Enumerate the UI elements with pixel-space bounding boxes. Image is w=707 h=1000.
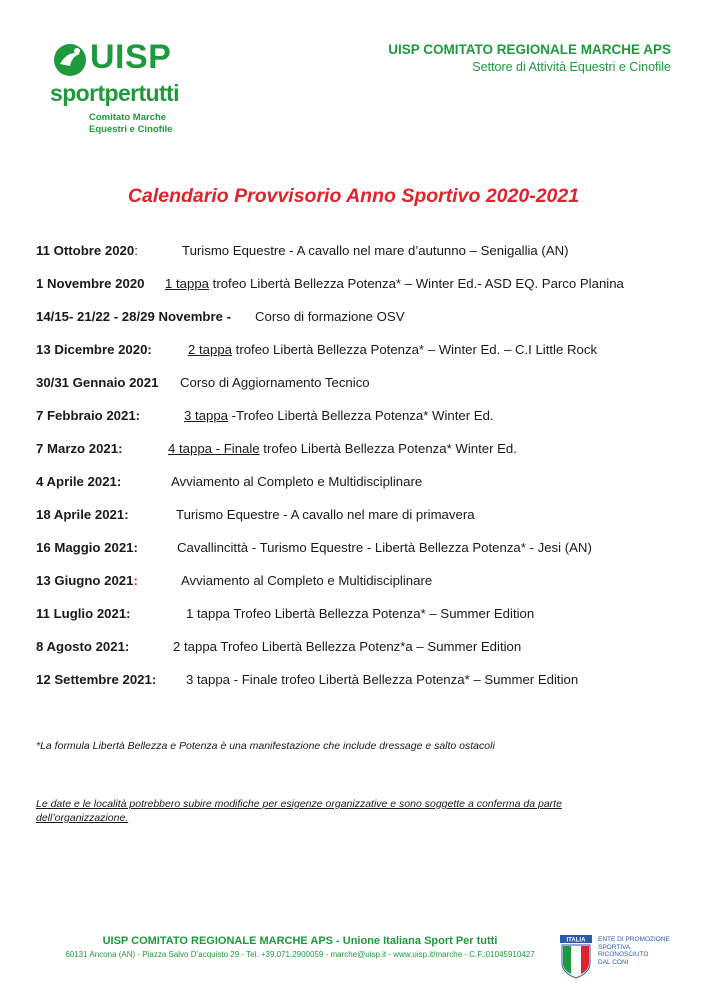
event-date: 1 Novembre 2020 — [36, 276, 145, 291]
event-row — [36, 540, 686, 573]
logo-brand: UISP — [90, 38, 172, 76]
event-row — [36, 408, 686, 441]
event-date: 16 Maggio 2021: — [36, 540, 138, 555]
event-date: 4 Aprile 2021: — [36, 474, 122, 489]
logo-subtitle-1: Comitato Marche — [89, 112, 167, 123]
organization-sector: Settore di Attività Equestri e Cinofile — [472, 60, 671, 74]
event-date: 7 Febbraio 2021: — [36, 408, 141, 423]
coni-caption — [598, 936, 670, 966]
coni-caption-line: ENTE DI PROMOZIONE — [598, 936, 670, 943]
event-row — [36, 276, 686, 309]
runner-icon — [50, 42, 90, 78]
event-description: -Trofeo Libertà Bellezza Potenza* Winter Ed. — [228, 408, 494, 423]
event-row — [36, 639, 686, 672]
event-description: 3 tappa - Finale trofeo Libertà Bellezza Potenza* – Summer Edition — [186, 672, 579, 687]
event-row — [36, 375, 686, 408]
coni-caption-line: RICONOSCIUTO — [598, 951, 649, 958]
event-date: 8 Agosto 2021: — [36, 639, 130, 654]
coni-logo — [558, 935, 678, 985]
logo-tagline: sportpertutti — [50, 80, 179, 106]
event-description: Avviamento al Completo e Multidisciplinare — [181, 573, 433, 588]
coni-caption-line: DAL CONI — [598, 958, 629, 966]
event-stage: 3 tappa — [184, 408, 228, 423]
organization-header — [388, 42, 671, 74]
event-row — [36, 474, 686, 507]
event-description: Cavallincittà - Turismo Equestre - Libertà Bellezza Potenza* - Jesi (AN) — [177, 540, 592, 555]
italy-shield-icon — [560, 935, 592, 979]
disclaimer: Le date e le località potrebbero subire modifiche per esigenze organizzative e sono soggette a conferma da parte dell’organizzazione. — [36, 798, 562, 824]
event-description: 2 tappa Trofeo Libertà Bellezza Potenz*a – Summer Edition — [173, 639, 522, 654]
event-description: trofeo Libertà Bellezza Potenza* – Winter Ed.- ASD EQ. Parco Planina — [209, 276, 624, 291]
event-date: 18 Aprile 2021: — [36, 507, 129, 522]
event-description: Turismo Equestre - A cavallo nel mare d’autunno – Senigallia (AN) — [182, 243, 569, 258]
event-date: 7 Marzo 2021: — [36, 441, 123, 456]
event-date: 11 Luglio 2021: — [36, 606, 131, 621]
coni-caption-line: SPORTIVA — [598, 943, 631, 951]
footnote: *La formula Libertà Bellezza e Potenza è una manifestazione che include dressage e salto ostacoli — [36, 740, 495, 752]
footer-contact: 60131 Ancona (AN) - Piazza Salvo D’acquisto 29 - Tel. +39.071.2900059 - marche@uisp.it - www.uisp.it/marche - C.F.:01045910427 — [65, 950, 535, 959]
event-stage: 1 tappa — [165, 276, 209, 291]
event-row — [36, 309, 686, 342]
event-description: Corso di Aggiornamento Tecnico — [180, 375, 370, 390]
footer-org-name: UISP COMITATO REGIONALE MARCHE APS - Unione Italiana Sport Per tutti — [102, 935, 498, 947]
event-description: Turismo Equestre - A cavallo nel mare di primavera — [176, 507, 475, 522]
event-date-sep: : — [133, 573, 138, 588]
event-row — [36, 342, 686, 375]
event-date: 30/31 Gennaio 2021 — [36, 375, 159, 390]
event-description: trofeo Libertà Bellezza Potenza* – Winter Ed. – C.I Little Rock — [232, 342, 598, 357]
event-date: 12 Settembre 2021: — [36, 672, 157, 687]
event-date: 11 Ottobre 2020 — [36, 243, 135, 258]
event-list — [36, 243, 686, 705]
coni-badge-label: ITALIA — [566, 937, 586, 944]
event-description: trofeo Libertà Bellezza Potenza* Winter Ed. — [259, 441, 517, 456]
event-date: 13 Giugno 2021 — [36, 573, 134, 588]
event-date-sep: : — [134, 243, 138, 258]
event-stage: 4 tappa - Finale — [168, 441, 260, 456]
event-row — [36, 573, 686, 606]
event-description: 1 tappa Trofeo Libertà Bellezza Potenza* – Summer Edition — [186, 606, 535, 621]
page-footer — [60, 935, 540, 959]
event-row — [36, 606, 686, 639]
organization-name: UISP COMITATO REGIONALE MARCHE APS — [388, 42, 671, 57]
event-date: 14/15- 21/22 - 28/29 Novembre - — [36, 309, 231, 324]
uisp-logo — [48, 40, 198, 140]
event-row — [36, 507, 686, 540]
logo-subtitle-2: Equestri e Cinofile — [89, 124, 173, 135]
event-row — [36, 672, 686, 705]
event-row — [36, 243, 686, 276]
event-date: 13 Dicembre 2020: — [36, 342, 152, 357]
event-description: Avviamento al Completo e Multidisciplinare — [171, 474, 423, 489]
page-title: Calendario Provvisorio Anno Sportivo 2020-2021 — [127, 185, 580, 207]
event-description: Corso di formazione OSV — [255, 309, 405, 324]
event-stage: 2 tappa — [188, 342, 232, 357]
event-row — [36, 441, 686, 474]
